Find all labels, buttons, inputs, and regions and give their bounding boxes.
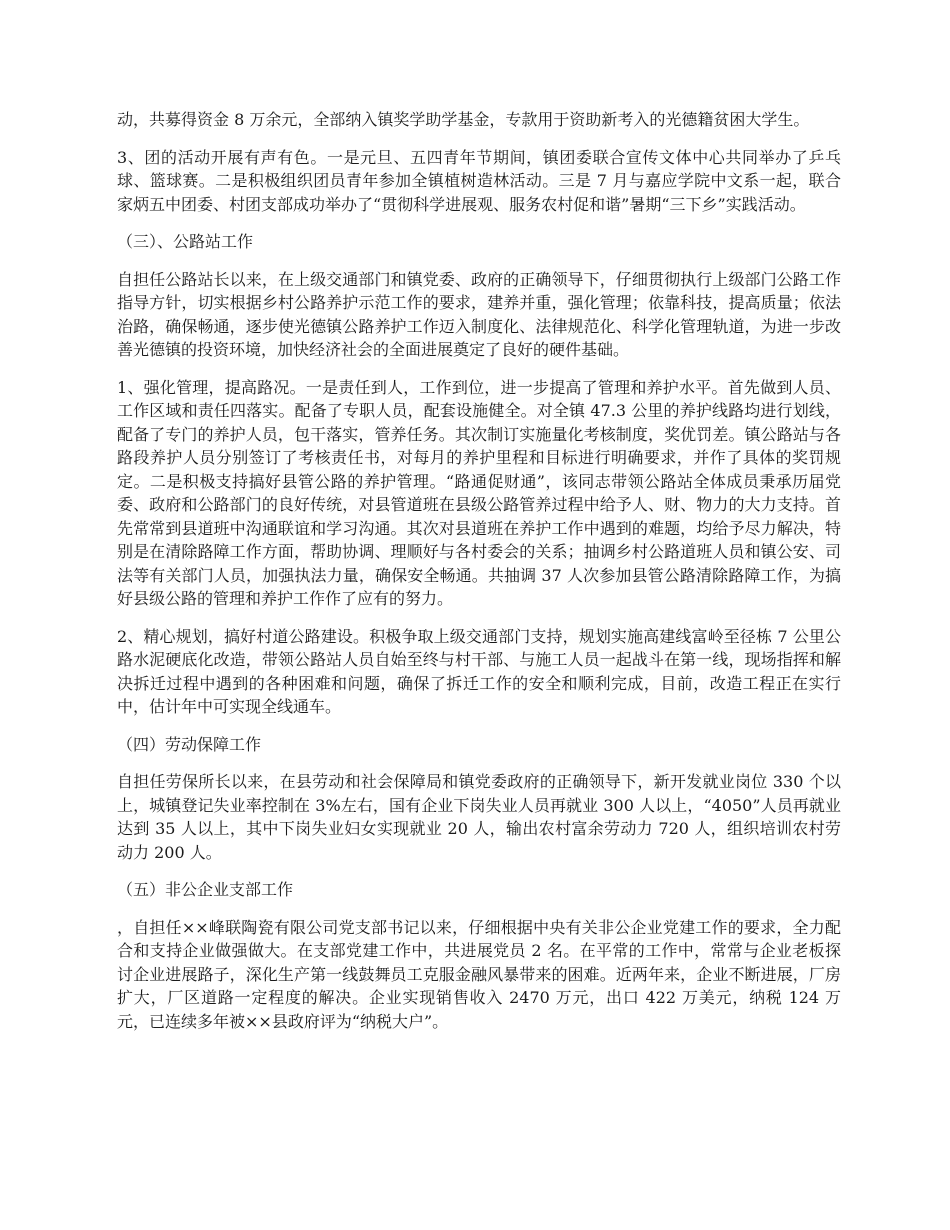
paragraph-road-station-intro: 自担任公路站长以来，在上级交通部门和镇党委、政府的正确领导下，仔细贯彻执行上级部门公路工作指导方针，切实根据乡村公路养护示范工作的要求，建养并重，强化管理；依靠科技，提高质量；依法治路，确保畅通，逐步使光德镇公路养护工作迈入制度化、法律规范化、科学化管理轨道，为进一步改善光德镇的投资环境，加快经济社会的全面进展奠定了良好的硬件基础。 <box>117 269 841 359</box>
paragraph-funding: 动，共募得资金 8 万余元，全部纳入镇奖学助学基金，专款用于资助新考入的光德籍贫困大学生。 <box>117 110 810 129</box>
paragraph-labor-security: 自担任劳保所长以来，在县劳动和社会保障局和镇党委政府的正确领导下，新开发就业岗位 330 个以上，城镇登记失业率控制在 3%左右，国有企业下岗失业人员再就业 300 人以上，“4050”人员再就业达到 35 人以上，其中下岗失业妇女实现就业 20 人，输出农村富余劳动力 720 人，组织培训农村劳动力 200 人。 <box>117 772 841 862</box>
paragraph-league-activities: 3、团的活动开展有声有色。一是元旦、五四青年节期间，镇团委联合宣传文体中心共同举办了乒乓球、篮球赛。二是积极组织团员青年参加全镇植树造林活动。三是 7 月与嘉应学院中文系一起，联合家炳五中团委、村团支部成功举办了“贯彻科学进展观、服务农村促和谐”暑期“三下乡”实践活动。 <box>117 147 841 214</box>
section-heading-non-public-branch: （五）非公企业支部工作 <box>117 880 294 899</box>
section-heading-labor-security: （四）劳动保障工作 <box>117 734 262 754</box>
document-body <box>117 108 841 1047</box>
paragraph-non-public-branch: ，自担任××峰联陶瓷有限公司党支部书记以来，仔细根据中央有关非公企业党建工作的要求，全力配合和支持企业做强做大。在支部党建工作中，共进展党员 2 名。在平常的工作中，常常与企业老板探讨企业进展路子，深化生产第一线鼓舞员工克服金融风暴带来的困难。近两年来，企业不断进展，厂房扩大，厂区道路一定程度的解决。企业实现销售收入 2470 万元，出口 422 万美元，纳税 124 万元，已连续多年被××县政府评为“纳税大户”。 <box>117 917 841 1031</box>
paragraph-road-management: 1、强化管理，提高路况。一是责任到人，工作到位，进一步提高了管理和养护水平。首先做到人员、工作区域和责任四落实。配备了专职人员，配套设施健全。对全镇 47.3 公里的养护线路均进行划线，配备了专门的养护人员，包干落实，管养任务。其次制订实施量化考核制度，奖优罚差。镇公路站与各路段养护人员分别签订了考核责任书，对每月的养护里程和目标进行明确要求，并作了具体的奖罚规定。二是积极支持搞好县管公路的养护管理。“路通促财通”，该同志带领公路站全体成员秉承历届党委、政府和公路部门的良好传统，对县管道班在县级公路管养过程中给予人、财、物力的大力支持。首先常常到县道班中沟通联谊和学习沟通。其次对县道班在养护工作中遇到的难题，均给予尽力解决，特别是在清除路障工作方面，帮助协调、理顺好与各村委会的关系；抽调乡村公路道班人员和镇公安、司法等有关部门人员，加强执法力量，确保安全畅通。共抽调 37 人次参加县管公路清除路障工作，为搞好县级公路的管理和养护工作作了应有的努力。 <box>117 377 841 608</box>
section-heading-road-station: （三）、公路站工作 <box>117 232 254 251</box>
paragraph-village-road-planning: 2、精心规划，搞好村道公路建设。积极争取上级交通部门支持，规划实施高建线富岭至径栋 7 公里公路水泥硬底化改造，带领公路站人员自始至终与村干部、与施工人员一起战斗在第一线，现场指挥和解决拆迁过程中遇到的各种困难和问题，确保了拆迁工作的安全和顺利完成，目前，改造工程正在实行中，估计年中可实现全线通车。 <box>117 626 841 716</box>
